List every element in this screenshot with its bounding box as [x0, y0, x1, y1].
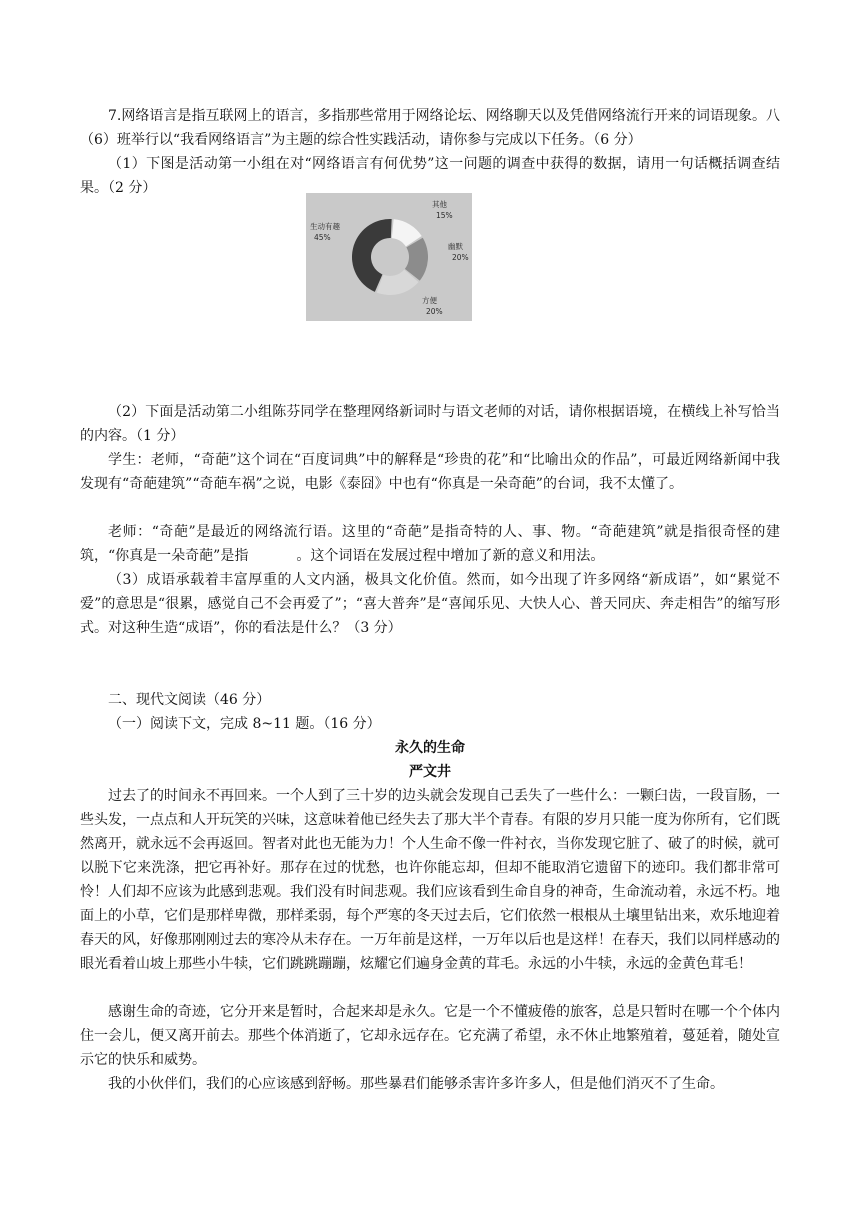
article-paragraph-3: 感谢生命的奇迹，它分开来是暂时，合起来却是永久。它是一个不懂疲倦的旅客，总是只暂时在哪一个个体内住一会儿，便又离开前去。那些个体消逝了，它却永远存在。它充满了希望，永不休止地繁殖着，蔓延着，随处宣示它的快乐和威势。 — [80, 1004, 780, 1068]
article-paragraph-1: 过去了的时间永不再回来。一个人到了三十岁的边头就会发现自己丢失了一些什么：一颗臼齿，一段盲肠，一些头发，一点点和人开玩笑的兴味，这意味着他已经失去了那大半个青春。有限的岁月只能一度为你所有，它们既然离开，就永远不会再返回。智者对此也无能为力！个人生命不像一件衬衣，当你发现它脏了、破了的时候，就可以脱下它来洗涤，把它再补好。那存在过的忧愁，也许你能忘却，但却不能取消它遗留下的迹印。我们都非常可怜！ — [80, 788, 780, 900]
q7-task3: （3）成语承载着丰富厚重的人文内涵，极具文化价值。然而，如今出现了许多网络“新成语”，如“累觉不爱”的意思是“很累，感觉自己不会再爱了”；“喜大普奔”是“喜闻乐见、大快人心、普天同庆、奔走相告”的缩写形式。对这种生造“成语”，你的看法是什么？（3 分） — [80, 572, 780, 636]
dialogue-teacher — [80, 520, 780, 568]
section-subheading: （一）阅读下文，完成 8~11 题。（16 分） — [108, 716, 381, 732]
donut-chart-svg — [306, 193, 472, 321]
donut-label-category-4: 方便 — [422, 296, 437, 305]
q7-task2: （2）下面是活动第二小组陈芬同学在整理网络新词时与语文老师的对话，请你根据语境，在横线上补写恰当的内容。（1 分） — [80, 404, 780, 444]
article-title: 永久的生命 — [395, 740, 465, 756]
donut-label-category-3: 幽默 — [448, 242, 463, 251]
section-heading: 二、现代文阅读（46 分） — [108, 692, 271, 708]
donut-label-value-3: 20% — [452, 253, 469, 262]
donut-label-value-2: 15% — [436, 211, 453, 220]
donut-chart — [306, 193, 472, 321]
dialogue-student: 学生：老师，“奇葩”这个词在“百度词典”中的解释是“珍贵的花”和“比喻出众的作品”，可最近网络新闻中我发现有“奇葩建筑”“奇葩车祸”之说，电影《泰囧》中也有“你真是一朵奇葩”的台词，我不太懂了。 — [80, 452, 780, 492]
donut-label-category-1: 生动有趣 — [310, 222, 340, 231]
dialogue-teacher-part1: 老师：“奇葩”是最近的网络流行语。这里的“奇葩”是指奇特的人、事、物。“奇葩建筑”就是指很奇怪的建筑，“你真是一朵奇葩”是指 — [80, 524, 780, 564]
article-author: 严文井 — [409, 764, 451, 780]
donut-label-category-2: 其他 — [432, 200, 447, 209]
dialogue-teacher-part2: 。这个词语在发展过程中增加了新的意义和用法。 — [296, 548, 605, 564]
donut-label-value-4: 20% — [426, 307, 443, 316]
article-paragraph-2: 人们却不应该为此感到悲观。我们没有时间悲观。我们应该看到生命自身的神奇，生命流动着，永远不朽。地面上的小草，它们是那样卑微，那样柔弱，每个严寒的冬天过去后，它们依然一根根从土壤里钻出来，欢乐地迎着春天的风，好像那刚刚过去的寒冷从未存在。一万年前是这样，一万年以后也是这样！在春天，我们以同样感动的眼光看着山坡上那些小牛犊，它们跳跳蹦蹦，炫耀它们遍身金黄的茸毛。永远的小牛犊，永远的金黄色茸毛！ — [80, 884, 780, 972]
article-paragraph-4: 我的小伙伴们，我们的心应该感到舒畅。那些暴君们能够杀害许多许多人，但是他们消灭不了生命。 — [108, 1076, 724, 1092]
q7-intro: 7.网络语言是指互联网上的语言，多指那些常用于网络论坛、网络聊天以及凭借网络流行开来的词语现象。八（6）班举行以“我看网络语言”为主题的综合性实践活动，请你参与完成以下任务。（6 分） — [80, 108, 780, 148]
q7-task1: （1）下图是活动第一小组在对“网络语言有何优势”这一问题的调查中获得的数据，请用一句话概括调查结果。（2 分） — [80, 156, 780, 196]
donut-label-value-1: 45% — [314, 233, 331, 242]
